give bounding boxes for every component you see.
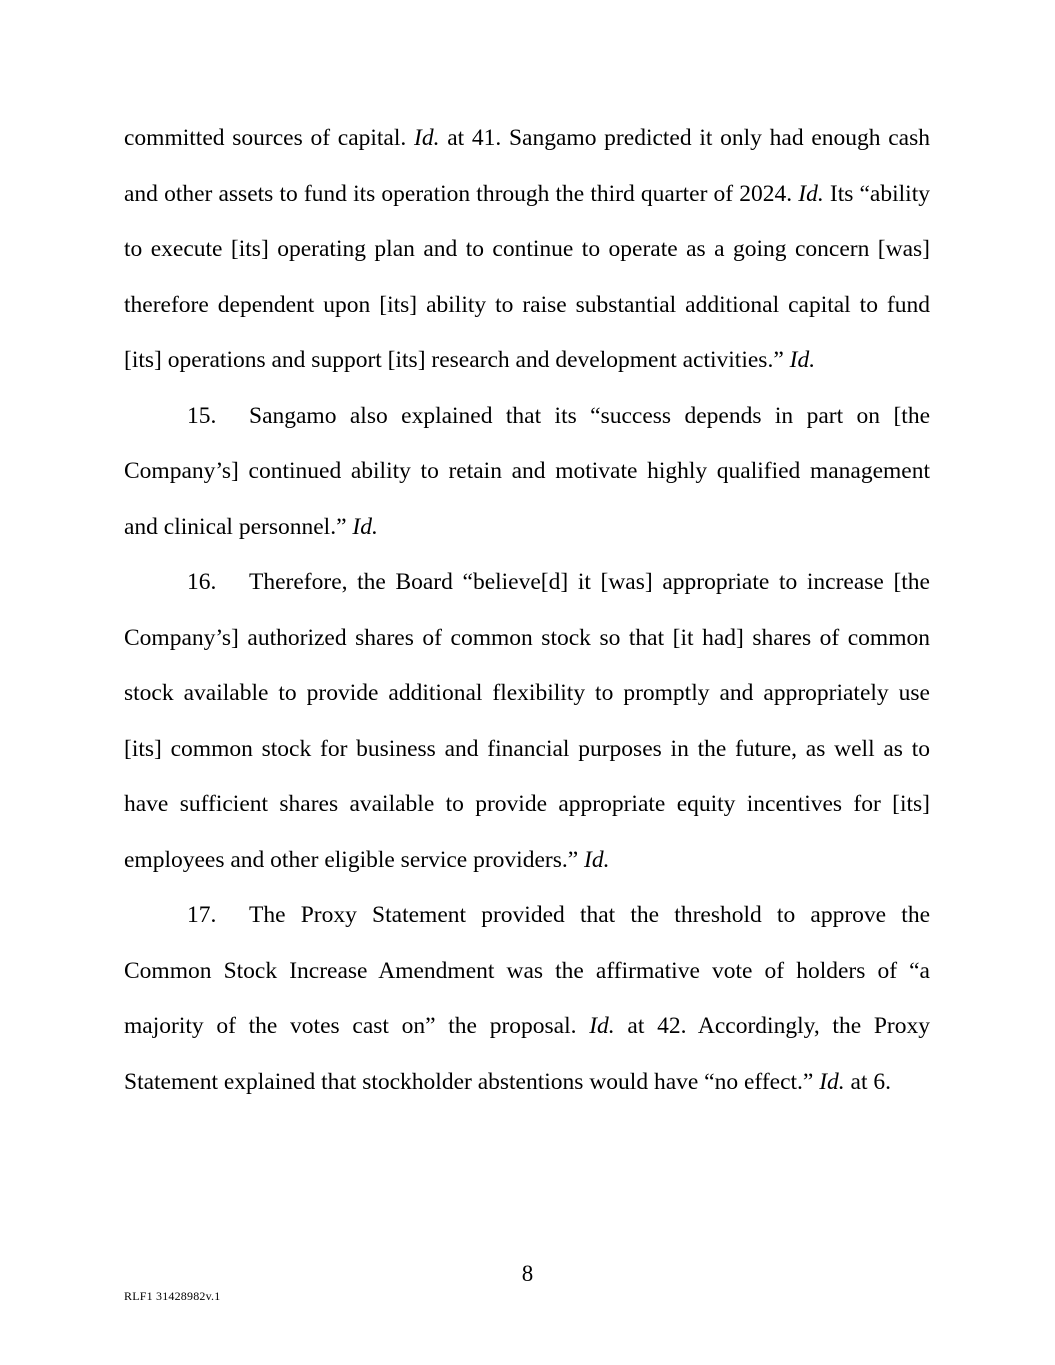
paragraph-16: [124, 555, 930, 888]
paragraph-number: 17.: [187, 902, 217, 928]
citation: Id.: [589, 1013, 615, 1039]
citation: Id.: [352, 513, 378, 540]
text-segment: at 42. Accordingly, the Proxy Statement explained that stockholder abstentions would have “no effect.”: [124, 1013, 930, 1095]
citation: Id.: [819, 1068, 845, 1095]
text-segment: at 6.: [844, 1068, 892, 1095]
document-id: RLF1 31428982v.1: [124, 1289, 221, 1303]
citation: Id.: [584, 846, 610, 873]
text-segment: Sangamo also explained that its “success depends in part on [the Company’s] continued ability to retain and motivate highly qualified management and clinical personnel.”: [124, 402, 930, 540]
text-segment: committed sources of capital.: [124, 125, 414, 151]
citation: Id.: [414, 125, 440, 151]
text-segment: Its “ability to execute [its] operating plan and to continue to operate as a going concern [was] therefore dependent upon [its] ability to raise substantial additional capital to fund [its] operations and support [its] research and development activities.”: [124, 180, 930, 373]
text-segment: Therefore, the Board “believe[d] it [was] appropriate to increase [the Company’s] authorized shares of common stock so that [it had] shares of common stock available to provide additional flexibility to promptly and appropriately use [its] common stock for business and financial purposes in the future, as well as to have sufficient shares available to provide appropriate equity incentives for [its] employees and other eligible service providers.”: [124, 569, 930, 873]
paragraph-number: 15.: [187, 402, 217, 429]
page-number: 8: [521, 1261, 534, 1286]
paragraph-15: [124, 389, 930, 556]
body-text: [124, 111, 930, 1110]
paragraph-17: [124, 888, 930, 1110]
text-segment: The Proxy Statement provided that the threshold to approve the Common Stock Increase Amendment was the affirmative vote of holders of “a majority of the votes cast on” the proposal.: [124, 902, 930, 1039]
citation: Id.: [789, 347, 816, 373]
paragraph-continuation: [124, 111, 930, 389]
paragraph-number: 16.: [187, 569, 217, 595]
citation: Id.: [798, 180, 824, 207]
text-segment: at 41. Sangamo predicted it only had enough cash and other assets to fund its operation through the third quarter of 2024.: [124, 125, 930, 207]
